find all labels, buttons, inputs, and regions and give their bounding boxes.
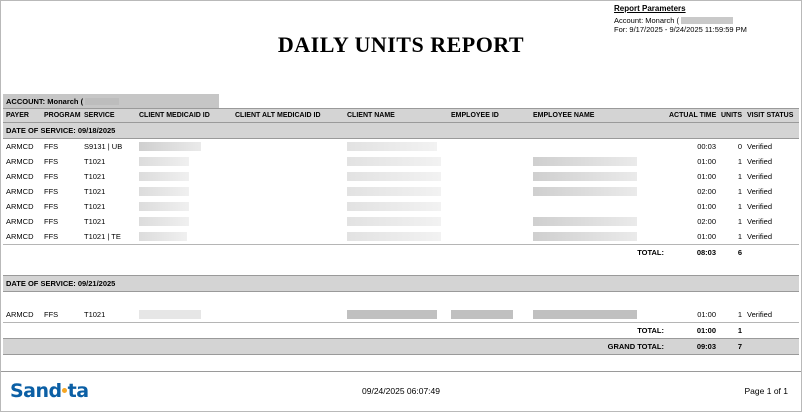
cell-client-name (344, 307, 448, 323)
cell-client-name (344, 229, 448, 245)
table-row[interactable] (3, 139, 799, 155)
page-footer (0, 371, 802, 412)
cell-service: T1021 (84, 157, 106, 166)
cell-payer: ARMCD (6, 172, 34, 181)
cell-employee-id (448, 199, 530, 214)
cell-client-alt-medicaid-id (232, 199, 344, 214)
group-total-row (3, 323, 799, 339)
cell-client-medicaid-id (136, 169, 232, 184)
cell-program: FFS (44, 142, 59, 151)
cell-actual-time: 01:00 (697, 232, 716, 241)
cell-client-alt-medicaid-id (232, 184, 344, 199)
cell-client-medicaid-id (136, 307, 232, 323)
cell-program: FFS (44, 310, 59, 319)
row-separator (3, 260, 799, 276)
cell-units: 1 (737, 310, 742, 319)
logo-text-before: Sand (10, 380, 62, 402)
cell-actual-time: 00:03 (697, 142, 716, 151)
group-total-units: 1 (718, 323, 744, 339)
table-row[interactable] (3, 229, 799, 245)
group-total-row (3, 245, 799, 261)
account-bar-label: ACCOUNT: Monarch ( (6, 96, 84, 106)
cell-payer: ARMCD (6, 142, 34, 151)
cell-payer: ARMCD (6, 157, 34, 166)
cell-employee-name (530, 199, 666, 214)
cell-client-name (344, 184, 448, 199)
cell-actual-time: 01:00 (697, 202, 716, 211)
table-row[interactable] (3, 169, 799, 184)
cell-service: S9131 | UB (84, 142, 123, 151)
cell-actual-time: 01:00 (697, 172, 716, 181)
account-bar (3, 94, 219, 108)
cell-client-medicaid-id (136, 199, 232, 214)
table-row[interactable] (3, 307, 799, 323)
cell-visit-status: Verified (747, 217, 773, 226)
col-header-client-alt-medicaid-id[interactable]: CLIENT ALT MEDICAID ID (232, 109, 344, 123)
footer-page-number: Page 1 of 1 (744, 386, 788, 396)
cell-service: T1021 (84, 202, 106, 211)
cell-client-alt-medicaid-id (232, 307, 344, 323)
col-header-actual-time[interactable]: ACTUAL TIME (666, 109, 718, 123)
cell-client-alt-medicaid-id (232, 169, 344, 184)
cell-visit-status: Verified (747, 310, 773, 319)
cell-payer: ARMCD (6, 187, 34, 196)
cell-client-name (344, 169, 448, 184)
table-row[interactable] (3, 214, 799, 229)
cell-client-medicaid-id (136, 229, 232, 245)
cell-employee-name (530, 169, 666, 184)
grand-total-time: 09:03 (666, 339, 718, 355)
cell-service: T1021 (84, 187, 106, 196)
report-table (3, 108, 799, 355)
redaction-bar (85, 98, 119, 105)
cell-units: 1 (737, 157, 742, 166)
report-parameters-title: Report Parameters (614, 4, 686, 13)
grand-total-label: GRAND TOTAL: (3, 339, 666, 355)
date-of-service-label: DATE OF SERVICE: 09/18/2025 (3, 123, 799, 139)
group-total-time: 08:03 (666, 245, 718, 261)
report-parameters-daterange: For: 9/17/2025 - 9/24/2025 11:59:59 PM (614, 25, 747, 35)
cell-employee-name (530, 229, 666, 245)
table-header-row (3, 109, 799, 123)
cell-client-medicaid-id (136, 184, 232, 199)
cell-service: T1021 (84, 172, 106, 181)
cell-actual-time: 01:00 (697, 157, 716, 166)
date-of-service-row (3, 276, 799, 292)
date-of-service-label: DATE OF SERVICE: 09/21/2025 (3, 276, 799, 292)
cell-employee-id (448, 169, 530, 184)
report-parameters-account (614, 16, 799, 25)
cell-employee-id (448, 214, 530, 229)
table-row[interactable] (3, 154, 799, 169)
cell-client-medicaid-id (136, 214, 232, 229)
cell-employee-id (448, 184, 530, 199)
group-total-label: TOTAL: (3, 245, 666, 261)
cell-program: FFS (44, 217, 59, 226)
cell-payer: ARMCD (6, 310, 34, 319)
col-header-employee-id[interactable]: EMPLOYEE ID (448, 109, 530, 123)
cell-visit-status: Verified (747, 172, 773, 181)
cell-employee-name (530, 139, 666, 155)
cell-payer: ARMCD (6, 202, 34, 211)
cell-payer: ARMCD (6, 217, 34, 226)
cell-client-medicaid-id (136, 154, 232, 169)
cell-employee-name (530, 184, 666, 199)
cell-employee-id (448, 229, 530, 245)
row-separator (3, 292, 799, 308)
cell-visit-status: Verified (747, 187, 773, 196)
cell-employee-name (530, 214, 666, 229)
col-header-employee-name[interactable]: EMPLOYEE NAME (530, 109, 666, 123)
cell-client-alt-medicaid-id (232, 139, 344, 155)
logo-text-after: ta (67, 380, 89, 402)
col-header-payer[interactable]: PAYER (3, 109, 41, 123)
cell-client-name (344, 199, 448, 214)
cell-client-alt-medicaid-id (232, 154, 344, 169)
cell-visit-status: Verified (747, 157, 773, 166)
cell-client-name (344, 214, 448, 229)
cell-employee-id (448, 307, 530, 323)
grand-total-row (3, 339, 799, 355)
report-parameters-block (614, 4, 799, 35)
table-row[interactable] (3, 199, 799, 214)
redaction-bar (681, 17, 733, 24)
report-table-wrapper (3, 108, 799, 355)
cell-actual-time: 02:00 (697, 187, 716, 196)
cell-employee-id (448, 154, 530, 169)
cell-program: FFS (44, 172, 59, 181)
page-title: DAILY UNITS REPORT (277, 32, 525, 57)
cell-program: FFS (44, 232, 59, 241)
cell-client-alt-medicaid-id (232, 229, 344, 245)
grand-total-units: 7 (718, 339, 744, 355)
table-row[interactable] (3, 184, 799, 199)
cell-visit-status: Verified (747, 232, 773, 241)
cell-employee-id (448, 139, 530, 155)
cell-employee-name (530, 154, 666, 169)
cell-payer: ARMCD (6, 232, 34, 241)
cell-units: 1 (737, 232, 742, 241)
footer-timestamp: 09/24/2025 06:07:49 (362, 386, 440, 396)
group-total-units: 6 (718, 245, 744, 261)
cell-units: 1 (737, 202, 742, 211)
cell-client-name (344, 154, 448, 169)
cell-visit-status: Verified (747, 202, 773, 211)
cell-program: FFS (44, 187, 59, 196)
cell-units: 0 (737, 142, 742, 151)
cell-service: T1021 | TE (84, 232, 121, 241)
col-header-units[interactable]: UNITS (718, 109, 744, 123)
cell-client-alt-medicaid-id (232, 214, 344, 229)
date-of-service-row (3, 123, 799, 139)
col-header-client-name[interactable]: CLIENT NAME (344, 109, 448, 123)
cell-service: T1021 (84, 217, 106, 226)
cell-client-name (344, 139, 448, 155)
col-header-visit-status[interactable]: VISIT STATUS (744, 109, 799, 123)
group-total-label: TOTAL: (3, 323, 666, 339)
col-header-service[interactable]: SERVICE (81, 109, 136, 123)
col-header-program[interactable]: PROGRAM (41, 109, 81, 123)
cell-actual-time: 01:00 (697, 310, 716, 319)
group-total-blank (744, 245, 799, 261)
cell-units: 1 (737, 172, 742, 181)
group-total-time: 01:00 (666, 323, 718, 339)
cell-employee-name (530, 307, 666, 323)
group-total-blank (744, 323, 799, 339)
cell-program: FFS (44, 202, 59, 211)
cell-client-medicaid-id (136, 139, 232, 155)
cell-units: 1 (737, 187, 742, 196)
cell-visit-status: Verified (747, 142, 773, 151)
report-parameters-account-label: Account: Monarch ( (614, 16, 680, 25)
cell-program: FFS (44, 157, 59, 166)
col-header-client-medicaid-id[interactable]: CLIENT MEDICAID ID (136, 109, 232, 123)
cell-service: T1021 (84, 310, 106, 319)
cell-actual-time: 02:00 (697, 217, 716, 226)
grand-total-blank (744, 339, 799, 355)
cell-units: 1 (737, 217, 742, 226)
